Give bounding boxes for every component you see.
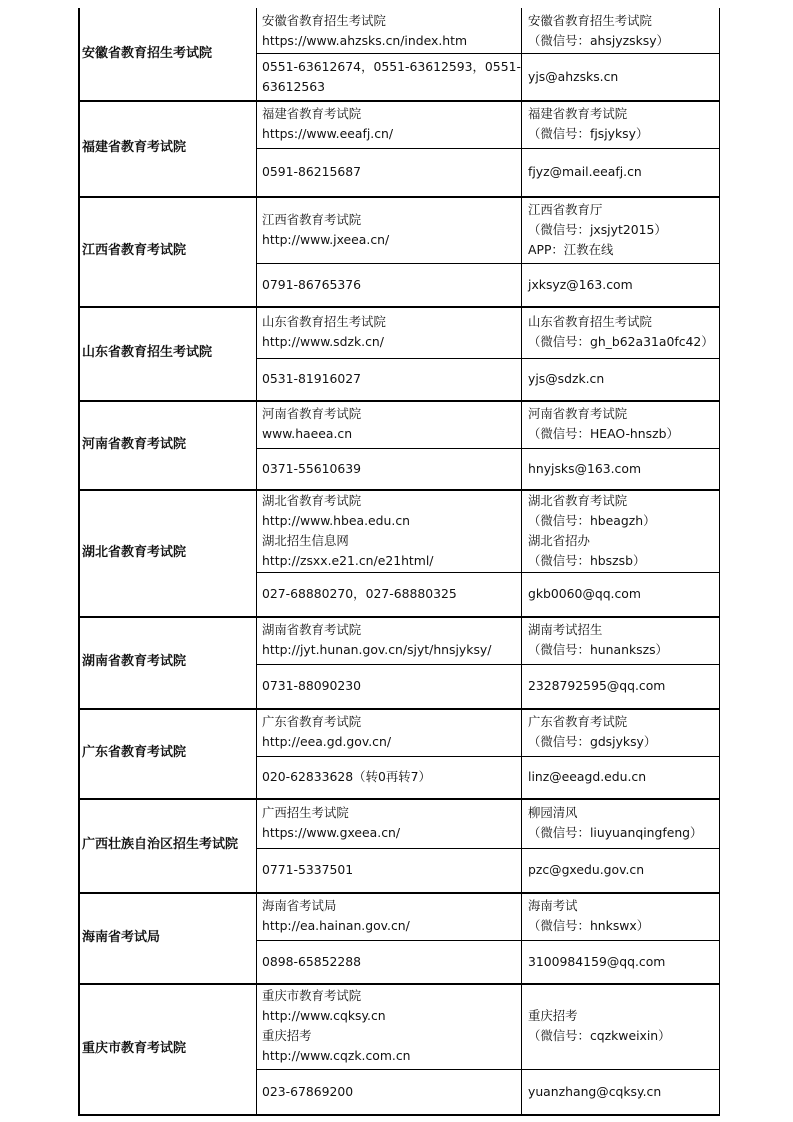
website-cell-line: https://www.ahzsks.cn/index.htm (262, 32, 468, 48)
website-cell-line: 河南省教育考试院 (262, 406, 362, 421)
wechat-cell-line: （微信号：gdsjyksy） (528, 734, 657, 749)
phone-cell (258, 664, 522, 708)
wechat-cell-line: （微信号：hbeagzh） (528, 512, 656, 528)
institution-name-text: 江西省教育考试院 (82, 243, 187, 258)
phone-cell-line: 0771-5337501 (262, 862, 354, 877)
website-cell (258, 798, 522, 848)
website-cell-line: 广西招生考试院 (262, 805, 349, 820)
phone-cell-line: 0791-86765376 (262, 276, 362, 292)
phone-cell-line: 0551-63612674，0551-63612593，0551- (262, 58, 521, 74)
website-cell (258, 489, 522, 572)
wechat-cell (524, 100, 720, 148)
wechat-cell (524, 8, 720, 53)
wechat-cell-line: 安徽省教育招生考试院 (528, 12, 652, 28)
website-cell-line: https://www.gxeea.cn/ (262, 825, 401, 840)
email-cell (524, 664, 720, 708)
website-cell-line: 广东省教育考试院 (262, 714, 362, 729)
website-cell (258, 616, 522, 664)
institution-name (78, 708, 255, 798)
phone-cell-line: 0898-65852288 (262, 953, 362, 969)
phone-cell (258, 148, 522, 196)
phone-cell (258, 263, 522, 306)
institution-name (78, 100, 255, 196)
wechat-cell (524, 306, 720, 358)
institution-name-text: 湖北省教育考试院 (82, 544, 187, 560)
website-cell (258, 400, 522, 448)
website-cell-line: http://ea.hainan.gov.cn/ (262, 918, 410, 933)
website-cell-line: 重庆市教育考试院 (262, 988, 362, 1003)
institution-name-text: 广东省教育考试院 (82, 745, 187, 760)
contact-table (78, 8, 720, 1114)
website-cell-line: www.haeea.cn (262, 426, 353, 441)
phone-cell-line: 0591-86215687 (262, 164, 362, 179)
phone-cell-line: 023-67869200 (262, 1083, 354, 1099)
wechat-cell-line: 重庆招考 (528, 1008, 578, 1023)
institution-name (78, 400, 255, 489)
phone-cell (258, 848, 522, 892)
email-cell (524, 53, 720, 100)
institution-name-text: 安徽省教育招生考试院 (82, 46, 213, 61)
email-cell (524, 448, 720, 489)
wechat-cell (524, 892, 720, 940)
institution-name-text: 重庆市教育考试院 (82, 1040, 187, 1056)
wechat-cell-line: 山东省教育招生考试院 (528, 314, 652, 329)
website-cell-line: 重庆招考 (262, 1028, 312, 1043)
institution-name (78, 196, 255, 306)
wechat-cell (524, 400, 720, 448)
wechat-cell (524, 616, 720, 664)
wechat-cell-line: 河南省教育考试院 (528, 406, 628, 421)
website-cell-line: 湖北招生信息网 (262, 532, 349, 548)
website-cell-line: http://www.hbea.edu.cn (262, 512, 410, 528)
website-cell (258, 8, 522, 53)
email-text: gkb0060@qq.com (528, 586, 641, 601)
website-cell-line: 湖南省教育考试院 (262, 622, 362, 637)
website-cell-line: http://www.cqksy.cn (262, 1008, 386, 1023)
phone-cell-line: 027-68880270，027-68880325 (262, 586, 457, 601)
wechat-cell (524, 196, 720, 263)
wechat-cell (524, 798, 720, 848)
institution-name (78, 983, 255, 1114)
wechat-cell-line: 湖北省招办 (528, 532, 590, 548)
phone-cell (258, 1069, 522, 1114)
institution-name-text: 湖南省教育考试院 (82, 654, 187, 669)
email-text: fjyz@mail.eeafj.cn (528, 164, 642, 179)
phone-cell-line: 0531-81916027 (262, 371, 362, 386)
institution-name-text: 河南省教育考试院 (82, 436, 187, 452)
website-cell-line: 湖北省教育考试院 (262, 492, 362, 508)
phone-cell (258, 572, 522, 616)
phone-cell (258, 448, 522, 489)
email-cell (524, 358, 720, 400)
website-cell-line: 福建省教育考试院 (262, 106, 362, 121)
wechat-cell-line: （微信号：cqzkweixin） (528, 1028, 671, 1043)
email-cell (524, 756, 720, 798)
institution-name-text: 广西壮族自治区招生考试院 (82, 837, 239, 852)
email-text: jxksyz@163.com (528, 276, 633, 292)
website-cell-line: 江西省教育考试院 (262, 211, 362, 227)
wechat-cell-line: （微信号：ahsjyzsksy） (528, 32, 669, 48)
wechat-cell-line: 福建省教育考试院 (528, 106, 628, 121)
institution-name-text: 福建省教育考试院 (82, 140, 187, 155)
email-text: 3100984159@qq.com (528, 953, 666, 969)
table-rule-horizontal (78, 1114, 720, 1116)
website-cell-line: https://www.eeafj.cn/ (262, 126, 394, 141)
wechat-cell-line: （微信号：fjsjyksy） (528, 126, 649, 141)
wechat-cell-line: （微信号：hunankszs） (528, 642, 668, 657)
phone-cell-line: 0731-88090230 (262, 678, 362, 693)
phone-cell-line: 0371-55610639 (262, 460, 362, 476)
email-cell (524, 148, 720, 196)
wechat-cell (524, 708, 720, 756)
wechat-cell-line: 海南考试 (528, 898, 578, 913)
website-cell (258, 983, 522, 1069)
website-cell-line: http://www.sdzk.cn/ (262, 334, 384, 349)
website-cell-line: http://eea.gd.gov.cn/ (262, 734, 391, 749)
email-cell (524, 572, 720, 616)
wechat-cell (524, 983, 720, 1069)
website-cell-line: 海南省考试局 (262, 898, 337, 913)
wechat-cell-line: （微信号：hbszsb） (528, 552, 646, 568)
wechat-cell-line: （微信号：jxsjyt2015） (528, 221, 667, 237)
institution-name (78, 892, 255, 983)
wechat-cell-line: 江西省教育厅 (528, 201, 603, 217)
institution-name-text: 山东省教育招生考试院 (82, 345, 213, 360)
wechat-cell-line: 湖南考试招生 (528, 622, 603, 637)
website-cell (258, 196, 522, 263)
email-text: hnyjsks@163.com (528, 460, 642, 476)
wechat-cell-line: （微信号：hnkswx） (528, 918, 650, 933)
institution-name-text: 海南省考试局 (82, 929, 161, 945)
wechat-cell-line: （微信号：liuyuanqingfeng） (528, 825, 703, 840)
email-cell (524, 1069, 720, 1114)
phone-cell-line: 63612563 (262, 78, 326, 94)
wechat-cell-line: 柳园清风 (528, 805, 578, 820)
website-cell-line: 山东省教育招生考试院 (262, 314, 386, 329)
email-cell (524, 263, 720, 306)
website-cell-line: http://zsxx.e21.cn/e21html/ (262, 552, 434, 568)
institution-name (78, 798, 255, 892)
website-cell-line: 安徽省教育招生考试院 (262, 12, 386, 28)
wechat-cell-line: （微信号：HEAO-hnszb） (528, 426, 679, 441)
email-text: yjs@sdzk.cn (528, 371, 605, 386)
website-cell (258, 892, 522, 940)
institution-name (78, 8, 255, 100)
email-text: pzc@gxedu.gov.cn (528, 862, 645, 877)
phone-cell-line: 020-62833628（转0再转7） (262, 769, 431, 784)
institution-name (78, 616, 255, 708)
institution-name (78, 306, 255, 400)
wechat-cell-line: （微信号：gh_b62a31a0fc42） (528, 334, 714, 349)
phone-cell (258, 756, 522, 798)
email-text: linz@eeagd.edu.cn (528, 769, 647, 784)
wechat-cell-line: 湖北省教育考试院 (528, 492, 628, 508)
table-rule-vertical (256, 8, 257, 1114)
email-cell (524, 848, 720, 892)
website-cell (258, 100, 522, 148)
email-cell (524, 940, 720, 983)
wechat-cell (524, 489, 720, 572)
wechat-cell-line: 广东省教育考试院 (528, 714, 628, 729)
website-cell (258, 708, 522, 756)
website-cell-line: http://www.cqzk.com.cn (262, 1048, 411, 1063)
phone-cell (258, 358, 522, 400)
email-text: yuanzhang@cqksy.cn (528, 1083, 662, 1099)
email-text: yjs@ahzsks.cn (528, 68, 619, 84)
phone-cell (258, 53, 522, 100)
wechat-cell-line: APP：江教在线 (528, 241, 614, 257)
email-text: 2328792595@qq.com (528, 678, 666, 693)
website-cell (258, 306, 522, 358)
website-cell-line: http://jyt.hunan.gov.cn/sjyt/hnsjyksy/ (262, 642, 492, 657)
institution-name (78, 489, 255, 616)
website-cell-line: http://www.jxeea.cn/ (262, 231, 390, 247)
phone-cell (258, 940, 522, 983)
